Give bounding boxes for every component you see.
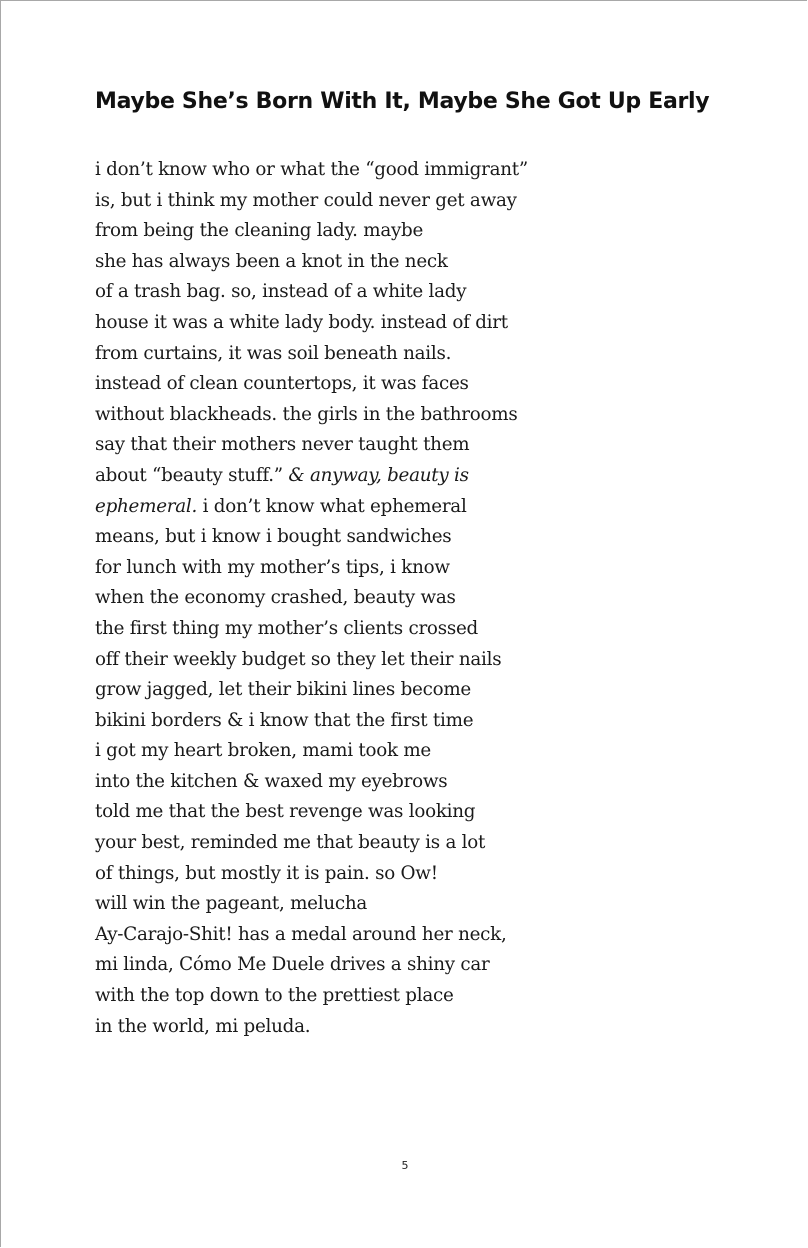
poem-line xyxy=(95,736,528,767)
poem-line-text: instead of clean countertops, it was faces xyxy=(95,373,469,395)
poem-line-text: say that their mothers never taught them xyxy=(95,434,470,456)
poem-line-text: i don’t know who or what the “good immigrant” xyxy=(95,159,528,180)
poem-line-text: from curtains, it was soil beneath nails. xyxy=(95,342,452,364)
poem-line-text: i got my heart broken, mami took me xyxy=(95,740,432,762)
poem-line-text: of things, but mostly it is pain. so Ow! xyxy=(95,862,438,884)
poem-line-text: house it was a white lady body. instead of dirt xyxy=(95,311,508,333)
poem-line xyxy=(95,247,528,278)
poem-line-text: in the world, mi peluda. xyxy=(95,1015,311,1037)
poem-line xyxy=(95,339,528,370)
poem-line-text: is, but i think my mother could never get away xyxy=(95,189,517,211)
poem-line-text: into the kitchen & waxed my eyebrows xyxy=(95,770,448,792)
poem-line-text: told me that the best revenge was looking xyxy=(95,801,476,823)
poem-line xyxy=(95,614,528,645)
poem-line-text: your best, reminded me that beauty is a lot xyxy=(95,832,486,854)
poem-line-text: from being the cleaning lady. maybe xyxy=(95,220,424,242)
poem-line-text: i don’t know what ephemeral xyxy=(202,495,467,517)
poem-line xyxy=(95,492,528,523)
poem-line-text: will win the pageant, melucha xyxy=(95,893,368,915)
poem-line xyxy=(95,920,528,951)
poem-line xyxy=(95,553,528,584)
poem-line xyxy=(95,430,528,461)
poem-line-text: for lunch with my mother’s tips, i know xyxy=(95,556,450,578)
poem-line xyxy=(95,675,528,706)
poem-line-text: about “beauty stuff.” xyxy=(95,464,283,486)
poem-line xyxy=(95,981,528,1012)
poem-line xyxy=(95,645,528,676)
page-number: 5 xyxy=(401,1159,409,1172)
poem-line xyxy=(95,1012,528,1043)
poem-line xyxy=(95,461,528,492)
poem-line-text: of a trash bag. so, instead of a white lady xyxy=(95,281,467,303)
poem-line xyxy=(95,950,528,981)
poem-line xyxy=(95,155,528,186)
poem-line-text: with the top down to the prettiest place xyxy=(95,985,454,1007)
poem-line-text: means, but i know i bought sandwiches xyxy=(95,526,452,548)
poem-line xyxy=(95,522,528,553)
poem-body xyxy=(95,155,528,1042)
poem-line xyxy=(95,369,528,400)
poem-line xyxy=(95,706,528,737)
poem-title: Maybe She’s Born With It, Maybe She Got Up Early xyxy=(95,89,710,114)
poem-line xyxy=(95,889,528,920)
poem-line xyxy=(95,797,528,828)
poem-line-italic-text: & anyway, beauty is xyxy=(288,464,469,486)
poem-line-text: grow jagged, let their bikini lines become xyxy=(95,679,471,701)
poem-line xyxy=(95,859,528,890)
poem-line xyxy=(95,828,528,859)
poem-line-text: Ay-Carajo-Shit! has a medal around her neck, xyxy=(95,923,507,945)
poem-line-text: the first thing my mother’s clients crossed xyxy=(95,617,478,639)
poem-line xyxy=(95,186,528,217)
poem-line xyxy=(95,583,528,614)
poem-line xyxy=(95,400,528,431)
poem-line xyxy=(95,308,528,339)
poem-line-italic-text: ephemeral. xyxy=(95,495,198,517)
poem-line-text: off their weekly budget so they let their nails xyxy=(95,648,502,670)
poem-line xyxy=(95,277,528,308)
poem-line xyxy=(95,767,528,798)
poem-line xyxy=(95,216,528,247)
poem-line-text: mi linda, Cómo Me Duele drives a shiny car xyxy=(95,954,490,976)
poem-line-text: when the economy crashed, beauty was xyxy=(95,587,456,609)
poem-line-text: she has always been a knot in the neck xyxy=(95,250,448,272)
poem-line-text: without blackheads. the girls in the bathrooms xyxy=(95,403,518,425)
poem-line-text: bikini borders & i know that the first time xyxy=(95,709,474,731)
